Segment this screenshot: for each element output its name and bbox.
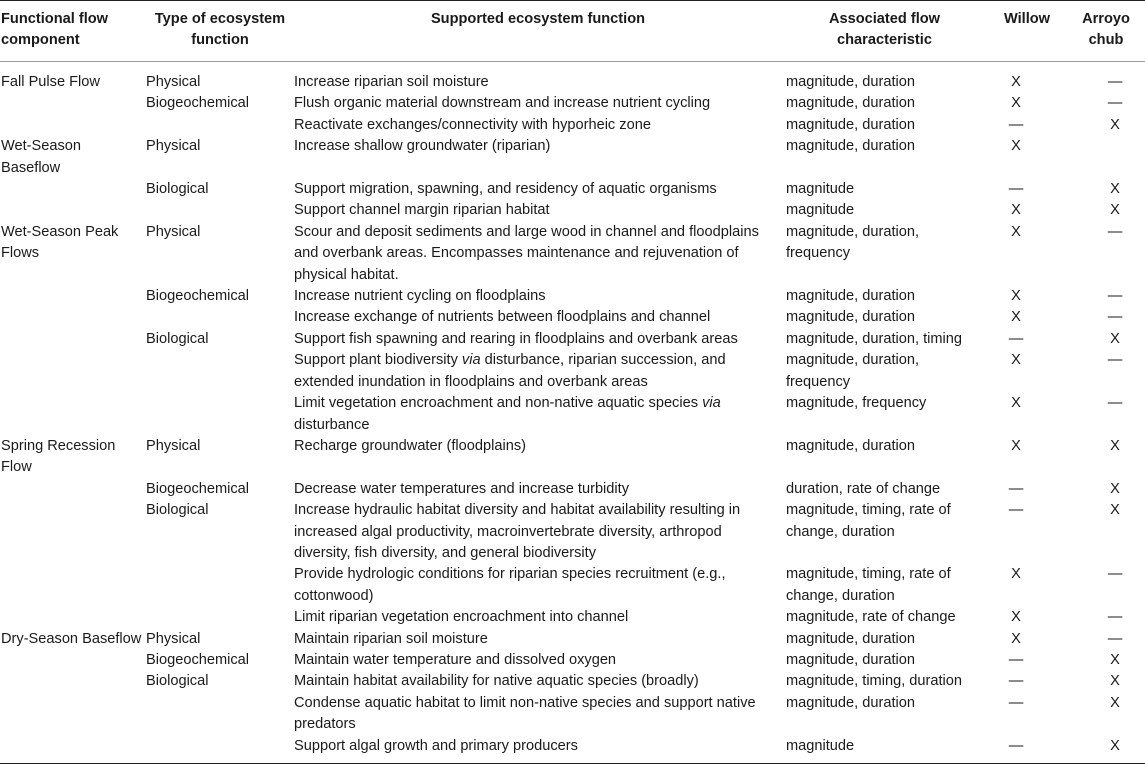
cell-component: [0, 286, 146, 307]
cell-arroyo-mark: X: [1110, 480, 1120, 497]
cell-function: Flush organic material downstream and increase nutrient cycling: [294, 95, 711, 112]
cell-willow-mark: X: [1011, 138, 1021, 155]
function-text: Support plant biodiversity: [294, 352, 462, 369]
cell-characteristic: magnitude, duration: [786, 694, 915, 711]
cell-component: Wet-Season Peak Flows: [1, 223, 119, 262]
cell-function: Condense aquatic habitat to limit non-native species and support native predators: [294, 694, 756, 733]
table-row: [0, 93, 1145, 114]
cell-function: [294, 393, 782, 436]
cell-willow-mark: —: [1008, 673, 1024, 690]
cell-characteristic: magnitude: [786, 202, 855, 219]
cell-function: Support algal growth and primary producers: [294, 736, 782, 764]
cell-characteristic: magnitude, duration: [786, 651, 915, 668]
cell-arroyo-mark: —: [1107, 352, 1123, 369]
cell-willow-mark: X: [1011, 352, 1021, 369]
cell-arroyo-mark: X: [1110, 437, 1120, 454]
header-type: Type of ecosystem function: [146, 1, 294, 62]
cell-willow-mark: X: [1011, 630, 1021, 647]
cell-characteristic: magnitude, rate of change: [786, 609, 956, 626]
cell-function: Increase exchange of nutrients between floodplains and channel: [294, 309, 711, 326]
cell-arroyo-mark: [1067, 136, 1145, 179]
cell-arroyo-mark: X: [1110, 673, 1120, 690]
cell-type: [146, 393, 294, 436]
table-row: [0, 200, 1145, 221]
cell-willow-mark: X: [1011, 223, 1021, 240]
cell-characteristic: magnitude, duration: [786, 288, 915, 305]
cell-willow-mark: X: [1011, 95, 1021, 112]
table-row: [0, 693, 1145, 736]
cell-willow-mark: —: [1008, 116, 1024, 133]
cell-arroyo-mark: —: [1107, 288, 1123, 305]
cell-willow-mark: —: [1008, 502, 1024, 519]
cell-arroyo-mark: —: [1107, 630, 1123, 647]
function-text: Limit vegetation encroachment and non-native aquatic species: [294, 395, 703, 412]
cell-function: Maintain habitat availability for native aquatic species (broadly): [294, 673, 699, 690]
function-emphasis: via: [702, 395, 721, 412]
cell-type: Biological: [146, 181, 209, 198]
cell-function: Support fish spawning and rearing in floodplains and overbank areas: [294, 330, 738, 347]
cell-type: Biological: [146, 330, 209, 347]
cell-characteristic: magnitude, duration, timing: [786, 330, 963, 347]
cell-characteristic: magnitude, duration: [786, 138, 915, 155]
cell-willow-mark: X: [1011, 74, 1021, 90]
table-row: [0, 136, 1145, 179]
cell-component: [0, 736, 146, 764]
cell-type: Physical: [146, 74, 201, 90]
cell-component: Wet-Season Baseflow: [1, 138, 82, 176]
table-row: [0, 671, 1145, 692]
cell-willow-mark: X: [1011, 437, 1021, 454]
cell-component: [0, 693, 146, 736]
table-row: [0, 307, 1145, 328]
cell-arroyo-mark: —: [1107, 223, 1123, 240]
table-row: [0, 607, 1145, 628]
cell-component: [0, 564, 146, 607]
cell-arroyo-mark: —: [1107, 309, 1123, 326]
cell-arroyo-mark: X: [1110, 330, 1120, 347]
cell-function: Support migration, spawning, and residency of aquatic organisms: [294, 181, 717, 198]
cell-function: Maintain water temperature and dissolved oxygen: [294, 651, 617, 668]
cell-function: [294, 350, 782, 393]
cell-type: [146, 607, 294, 628]
cell-willow-mark: X: [1011, 566, 1021, 583]
cell-component: [0, 350, 146, 393]
cell-willow-mark: —: [987, 736, 1067, 764]
cell-type: Physical: [146, 138, 201, 155]
cell-arroyo-mark: X: [1110, 116, 1120, 133]
header-row: [0, 1, 1145, 62]
cell-component: [0, 671, 146, 692]
cell-arroyo-mark: —: [1107, 74, 1123, 90]
cell-component: [0, 500, 146, 564]
cell-type: Biogeochemical: [146, 288, 250, 305]
cell-type: Biological: [146, 673, 209, 690]
cell-willow-mark: X: [1011, 609, 1021, 626]
cell-arroyo-mark: —: [1107, 395, 1123, 412]
cell-component: [0, 479, 146, 500]
cell-function: Increase nutrient cycling on floodplains: [294, 288, 546, 305]
cell-type: [146, 200, 294, 221]
cell-function: Reactivate exchanges/connectivity with hyporheic zone: [294, 116, 651, 133]
table-body: [0, 62, 1145, 764]
table-row: [0, 650, 1145, 671]
cell-characteristic: magnitude, duration: [786, 95, 915, 112]
cell-function: Support channel margin riparian habitat: [294, 202, 550, 219]
cell-type: [146, 350, 294, 393]
cell-arroyo-mark: X: [1110, 202, 1120, 219]
table-row: [0, 222, 1145, 286]
table-row: [0, 393, 1145, 436]
cell-type: Physical: [146, 630, 201, 647]
cell-willow-mark: —: [1008, 694, 1024, 711]
table-row: [0, 329, 1145, 350]
cell-component: [0, 307, 146, 328]
cell-component: [0, 179, 146, 200]
table-row: [0, 115, 1145, 136]
cell-arroyo-mark: X: [1110, 651, 1120, 668]
cell-component: [0, 329, 146, 350]
cell-characteristic: duration, rate of change: [786, 480, 941, 497]
cell-component: Dry-Season Baseflow: [1, 630, 142, 647]
cell-type: Biogeochemical: [146, 95, 250, 112]
cell-characteristic: magnitude, duration, frequency: [786, 352, 920, 390]
cell-arroyo-mark: X: [1110, 181, 1120, 198]
cell-component: [0, 650, 146, 671]
cell-component: [0, 115, 146, 136]
cell-willow-mark: —: [1008, 480, 1024, 497]
header-characteristic: Associated flow characteristic: [782, 1, 987, 62]
cell-function: Increase hydraulic habitat diversity and habitat availability resulting in increased algal productivity, macroinvertebrate diversity, arthropod diversity, fish diversity, and general biodiversity: [294, 502, 741, 561]
cell-component: [0, 200, 146, 221]
cell-type: [146, 564, 294, 607]
cell-arroyo-mark: —: [1107, 95, 1123, 112]
cell-component: [0, 93, 146, 114]
cell-willow-mark: X: [1011, 395, 1021, 412]
cell-type: [146, 736, 294, 764]
table-row: [0, 350, 1145, 393]
cell-function: Limit riparian vegetation encroachment into channel: [294, 609, 629, 626]
cell-characteristic: magnitude, duration: [786, 74, 915, 90]
table-row: [0, 479, 1145, 500]
cell-function: Increase riparian soil moisture: [294, 74, 489, 90]
cell-type: Biogeochemical: [146, 651, 250, 668]
cell-type: Physical: [146, 437, 201, 454]
cell-characteristic: magnitude, duration: [786, 116, 915, 133]
cell-willow-mark: —: [1008, 651, 1024, 668]
cell-willow-mark: X: [1011, 202, 1021, 219]
table-row: [0, 500, 1145, 564]
header-component: Functional flow component: [0, 1, 146, 62]
cell-function: Decrease water temperatures and increase turbidity: [294, 480, 630, 497]
cell-willow-mark: X: [1011, 288, 1021, 305]
function-text: disturbance: [294, 416, 370, 433]
table-row: [0, 62, 1145, 94]
cell-type: [146, 693, 294, 736]
function-emphasis: via: [461, 352, 481, 369]
cell-arroyo-mark: —: [1107, 566, 1123, 583]
cell-arroyo-mark: X: [1067, 736, 1145, 764]
cell-component: Spring Recession Flow: [1, 437, 116, 476]
cell-type: [146, 307, 294, 328]
cell-characteristic: magnitude, timing, rate of change, duration: [786, 566, 951, 604]
table-row: [0, 179, 1145, 200]
cell-willow-mark: X: [1011, 309, 1021, 326]
cell-type: Biogeochemical: [146, 480, 250, 497]
cell-arroyo-mark: —: [1107, 609, 1123, 626]
table-row: [0, 436, 1145, 479]
cell-component: [0, 393, 146, 436]
cell-characteristic: magnitude, frequency: [786, 395, 927, 412]
cell-component: [0, 607, 146, 628]
cell-arroyo-mark: X: [1110, 694, 1120, 711]
cell-function: Scour and deposit sediments and large wood in channel and floodplains and overbank areas. Encompasses maintenance and rejuvenation of physical habitat.: [294, 223, 759, 283]
cell-type: Biological: [146, 502, 209, 519]
cell-characteristic: magnitude, duration: [786, 437, 915, 454]
cell-characteristic: magnitude, duration: [786, 630, 915, 647]
header-function: Supported ecosystem function: [294, 1, 782, 62]
cell-characteristic: magnitude: [782, 736, 987, 764]
cell-arroyo-mark: X: [1110, 502, 1120, 519]
cell-willow-mark: —: [1008, 181, 1024, 198]
cell-type: Physical: [146, 223, 201, 240]
cell-willow-mark: —: [1008, 330, 1024, 347]
table-row: [0, 286, 1145, 307]
cell-function: Increase shallow groundwater (riparian): [294, 138, 551, 155]
cell-component: Fall Pulse Flow: [1, 74, 100, 90]
cell-function: Maintain riparian soil moisture: [294, 630, 488, 647]
table-row: [0, 736, 1145, 764]
cell-characteristic: magnitude, timing, duration: [786, 673, 963, 690]
function-text: disturbance, riparian succession, and extended inundation in floodplains and overbank areas: [294, 352, 726, 390]
table-row: [0, 564, 1145, 607]
cell-characteristic: magnitude, duration: [786, 309, 915, 326]
header-arroyo: Arroyo chub: [1067, 1, 1145, 62]
cell-type: [146, 115, 294, 136]
cell-characteristic: magnitude: [786, 181, 855, 198]
cell-function: Recharge groundwater (floodplains): [294, 437, 527, 454]
table-row: [0, 629, 1145, 650]
cell-function: Provide hydrologic conditions for riparian species recruitment (e.g., cottonwood): [294, 566, 726, 604]
cell-characteristic: magnitude, duration, frequency: [786, 223, 920, 262]
cell-characteristic: magnitude, timing, rate of change, duration: [786, 502, 951, 540]
header-willow: Willow: [987, 1, 1067, 62]
